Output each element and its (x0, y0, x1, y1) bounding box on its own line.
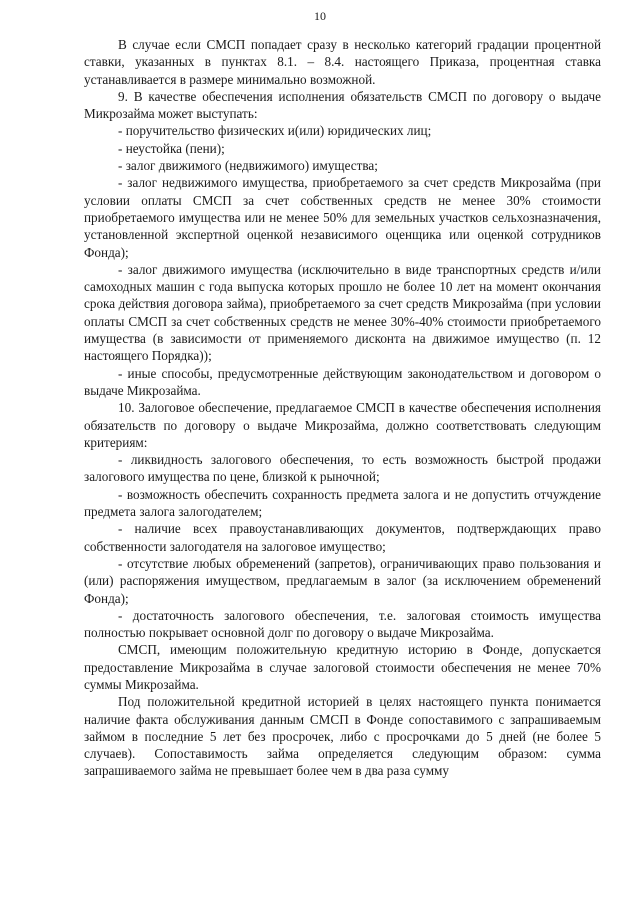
list-item-other-methods: - иные способы, предусмотренные действующим законодательством и договором о выдаче Микрозайма. (84, 365, 601, 398)
list-item-property-pledge: - залог движимого (недвижимого) имущества; (118, 158, 378, 174)
paragraph-positive-history: СМСП, имеющим положительную кредитную историю в Фонде, допускается предоставление Микрозайма в случае залоговой стоимости обеспечения не менее 70% суммы Микрозайма. (84, 642, 601, 692)
list-item-no-encumbrances: - отсутствие любых обременений (запретов), ограничивающих право пользования и (или) распоряжения имуществом, предлагаемым в залог (за исключением обременений Фонда); (84, 555, 601, 606)
paragraph-min-rate: В случае если СМСП попадает сразу в несколько категорий градации процентной ставки, указанных в пунктах 8.1. – 8.4. настоящего Приказа, процентная ставка устанавливается в размере минимально возможной. (84, 37, 601, 87)
list-item-real-estate-pledge: - залог недвижимого имущества, приобретаемого за счет средств Микрозайма (при условии оплаты СМСП за счет собственных средств не менее 30% стоимости приобретаемого имущества или не менее 50% для земельных участков сельхозназначения, установленной экспертной оценкой независимого оценщика или оценкой сотрудников Фонда); (84, 175, 601, 260)
page-number: 10 (314, 9, 326, 23)
list-item-preservation: - возможность обеспечить сохранность предмета залога и не допустить отчуждение предмета залога залогодателем; (84, 486, 601, 520)
paragraph-9-collateral-types: 9. В качестве обеспечения исполнения обязательств СМСП по договору о выдаче Микрозайма может выступать: (84, 88, 601, 122)
paragraph-history-definition: Под положительной кредитной историей в целях настоящего пункта понимается наличие факта обслуживания данным СМСП в Фонде сопоставимого с запрашиваемым займом в последние 5 лет без просрочек, либо с просрочками до 5 дней (не более 5 случаев). Сопоставимость займа определяется следующим образом: сумма запрашиваемого займа не превышает более чем в два раза сумму (84, 694, 601, 779)
paragraph-10-collateral-criteria: 10. Залоговое обеспечение, предлагаемое СМСП в качестве обеспечения исполнения обязательств по договору о выдаче Микрозайма, должно соответствовать следующим критериям: (84, 400, 601, 450)
list-item-penalty: - неустойка (пени); (118, 140, 225, 156)
list-item-surety: - поручительство физических и(или) юридических лиц; (118, 123, 432, 139)
list-item-liquidity: - ликвидность залогового обеспечения, то есть возможность быстрой продажи залогового имущества по цене, близкой к рыночной; (84, 452, 601, 485)
list-item-sufficiency: - достаточность залогового обеспечения, т.е. залоговая стоимость имущества полностью покрывает основной долг по договору о выдаче Микрозайма. (84, 607, 601, 641)
list-item-title-documents: - наличие всех правоустанавливающих документов, подтверждающих право собственности залогодателя на залоговое имущество; (84, 521, 601, 554)
list-item-vehicle-pledge: - залог движимого имущества (исключительно в виде транспортных средств и/или самоходных машин с года выпуска которых прошло не более 10 лет на момент окончания срока действия договора займа), приобретаемого за счет средств Микрозайма (при условии оплаты СМСП за счет собственных средств не менее 30%-40% стоимости приобретаемого имущества (в зависимости от применяемого дисконта на движимое имущество (п. 12 настоящего Порядка)); (84, 261, 601, 364)
document-body (84, 36, 601, 780)
